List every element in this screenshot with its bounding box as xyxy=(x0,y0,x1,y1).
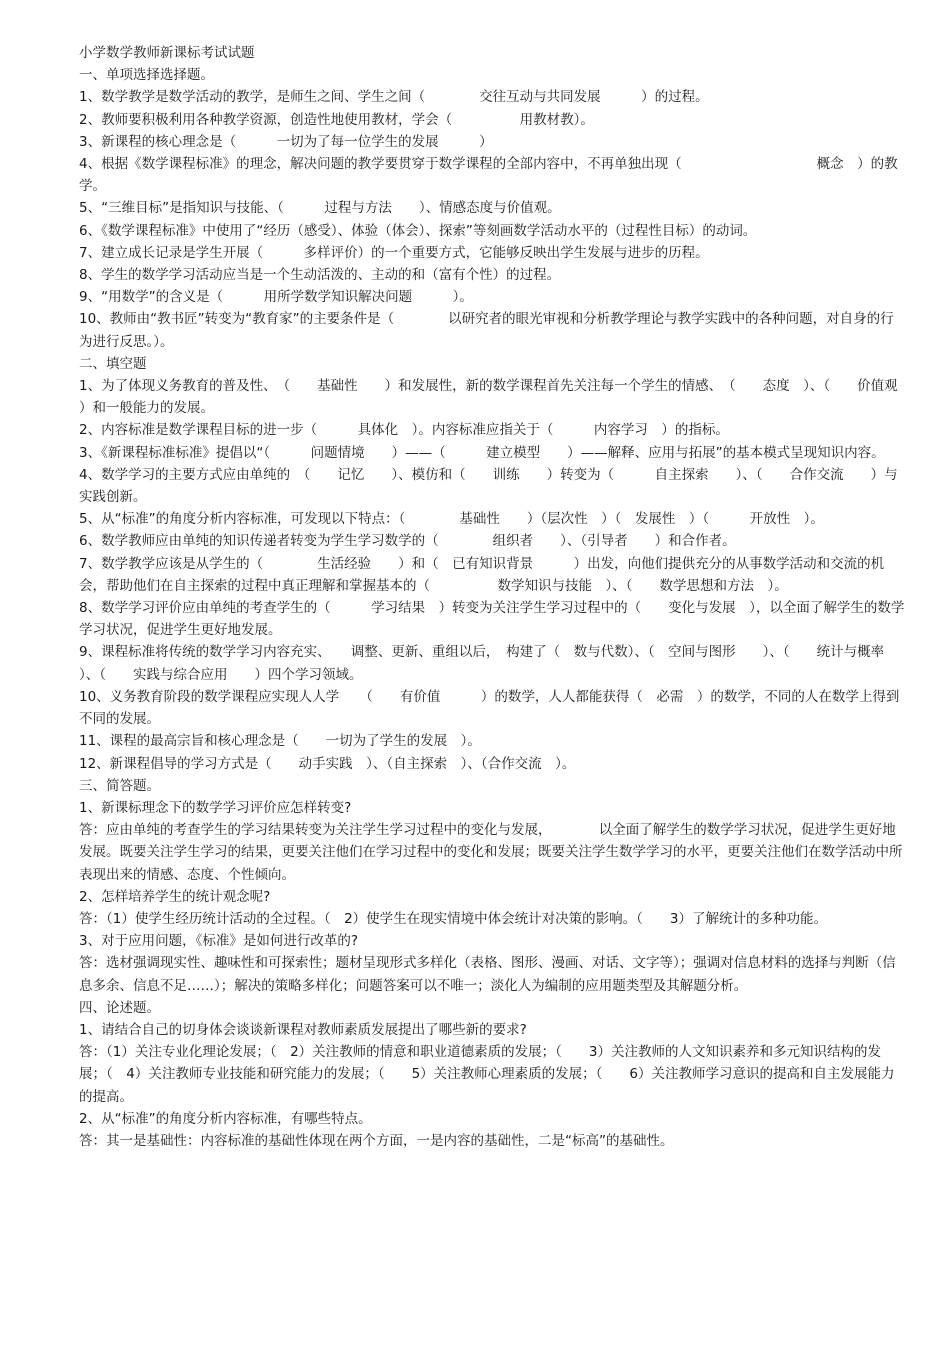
question-3-1: 1、新课标理念下的数学学习评价应怎样转变? xyxy=(79,799,352,816)
question-1-1: 1、数学教学是数学活动的教学，是师生之间、学生之间（ 交往互动与共同发展 ）的过程。 xyxy=(79,89,709,106)
section-heading-short-answer: 三、简答题。 xyxy=(79,777,160,794)
question-1-2: 2、教师要积极利用各种教学资源，创造性地使用教材，学会（ 用教材教）。 xyxy=(79,111,594,128)
question-2-10: 10、义务教育阶段的数学课程应实现人人学 （ 有价值 ）的数学，人人都能获得（ 必需 ）的数学，不同的人在数学上得到不同的发展。 xyxy=(79,688,900,728)
answer-3-1: 答：应由单纯的考查学生的学习结果转变为关注学生学习过程中的变化与发展， 以全面了解学生的数学学习状况，促进学生更好地发展。既要关注学生学习的结果，更要关注他们在学习过程中的变化和发展；既要关注学生数学学习的水平，更要关注他们在数学活动中所表现出来的情感、态度、个性倾向。 xyxy=(79,822,903,883)
document-title: 小学数学教师新课标考试试题 xyxy=(79,45,255,61)
question-2-5: 5、从“标准”的角度分析内容标准，可发现以下特点：（ 基础性 ）（层次性 ）（ 发展性 ）（ 开放性 ）。 xyxy=(79,511,824,528)
section-heading-essay: 四、论述题。 xyxy=(79,999,160,1016)
answer-4-1: 答：（1）关注专业化理论发展；（ 2）关注教师的情意和职业道德素质的发展；（ 3）关注教师的人文知识素养和多元知识结构的发展；（ 4）关注教师专业技能和研究能力的发展；（ 5）关注教师心理素质的发展；（ 6）关注教师学习意识的提高和自主发展能力的提高。 xyxy=(79,1044,895,1105)
section-heading-fill-in: 二、填空题 xyxy=(79,355,147,372)
question-4-1: 1、请结合自己的切身体会谈谈新课程对教师素质发展提出了哪些新的要求? xyxy=(79,1021,527,1038)
question-1-3: 3、新课程的核心理念是（ 一切为了每一位学生的发展 ） xyxy=(79,133,493,150)
question-1-10: 10、教师由“教书匠”转变为“教育家”的主要条件是（ 以研究者的眼光审视和分析教学理论与教学实践中的各种问题，对自身的行为进行反思。）。 xyxy=(79,311,894,350)
answer-4-2: 答：其一是基础性：内容标准的基础性体现在两个方面，一是内容的基础性，二是“标高”的基础性。 xyxy=(79,1132,674,1149)
question-2-3: 3、《新课程标准标准》提倡以“（ 问题情境 ）——（ 建立模型 ）——解释、应用与拓展”的基本模式呈现知识内容。 xyxy=(79,444,885,461)
question-3-2: 2、怎样培养学生的统计观念呢? xyxy=(79,888,271,905)
question-2-2: 2、内容标准是数学课程目标的进一步（ 具体化 ）。内容标准应指关于（ 内容学习 ）的指标。 xyxy=(79,422,729,439)
section-heading-single-choice: 一、单项选择选择题。 xyxy=(79,67,214,84)
question-2-4: 4、数学学习的主要方式应由单纯的 （ 记忆 ）、模仿和（ 训练 ）转变为（ 自主探索 ）、（ 合作交流 ）与实践创新。 xyxy=(79,466,898,506)
question-1-9: 9、“用数学”的含义是（ 用所学数学知识解决问题 ）。 xyxy=(79,289,473,306)
question-2-11: 11、课程的最高宗旨和核心理念是（ 一切为了学生的发展 ）。 xyxy=(79,733,481,750)
question-2-7: 7、数学教学应该是从学生的（ 生活经验 ）和（ 已有知识背景 ）出发，向他们提供充分的从事数学活动和交流的机会，帮助他们在自主探索的过程中真正理解和掌握基本的（ 数学知识与技能 ）、（ 数学思想和方法 ）。 xyxy=(79,555,885,594)
question-1-6: 6、《数学课程标准》中使用了“经历（感受）、体验（体会）、探索”等刻画数学活动水平的（过程性目标）的动词。 xyxy=(79,222,757,239)
question-3-3: 3、对于应用问题，《标准》是如何进行改革的? xyxy=(79,933,359,950)
question-1-5: 5、“三维目标”是指知识与技能、（ 过程与方法 ）、情感态度与价值观。 xyxy=(79,200,561,217)
question-1-7: 7、建立成长记录是学生开展（ 多样评价）的一个重要方式，它能够反映出学生发展与进步的历程。 xyxy=(79,244,709,261)
question-1-8: 8、学生的数学学习活动应当是一个生动活泼的、主动的和（富有个性）的过程。 xyxy=(79,267,561,284)
question-2-6: 6、数学教师应由单纯的知识传递者转变为学生学习数学的（ 组织者 ）、（引导者 ）和合作者。 xyxy=(79,533,736,550)
question-2-9: 9、课程标准将传统的数学学习内容充实、 调整、更新、重组以后， 构建了（ 数与代数）、（ 空间与图形 ）、（ 统计与概率 ）、（ 实践与综合应用 ）四个学习领域。 xyxy=(79,644,912,683)
question-4-2: 2、从“标准”的角度分析内容标准，有哪些特点。 xyxy=(79,1110,372,1127)
answer-3-2: 答：（1）使学生经历统计活动的全过程。（ 2）使学生在现实情境中体会统计对决策的影响。（ 3）了解统计的多种功能。 xyxy=(79,910,828,927)
question-2-12: 12、新课程倡导的学习方式是（ 动手实践 ）、（自主探索 ）、（合作交流 ）。 xyxy=(79,755,576,772)
question-1-4: 4、根据《数学课程标准》的理念，解决问题的教学要贯穿于数学课程的全部内容中，不再单独出现（ 概念 ）的教学。 xyxy=(79,156,898,195)
answer-3-3: 答：选材强调现实性、趣味性和可探索性；题材呈现形式多样化（表格、图形、漫画、对话、文字等）；强调对信息材料的选择与判断（信息多余、信息不足……）；解决的策略多样化；问题答案可以不唯一；淡化人为编制的应用题类型及其解题分析。 xyxy=(79,955,896,994)
question-2-1: 1、为了体现义务教育的普及性、 （ 基础性 ）和发展性，新的数学课程首先关注每一个学生的情感、 （ 态度 ）、（ 价值观 ）和一般能力的发展。 xyxy=(79,378,925,417)
document-page xyxy=(45,42,925,1152)
question-2-8: 8、数学学习评价应由单纯的考查学生的（ 学习结果 ）转变为关注学生学习过程中的（ 变化与发展 ），以全面了解学生的数学学习状况，促进学生更好地发展。 xyxy=(79,600,905,639)
